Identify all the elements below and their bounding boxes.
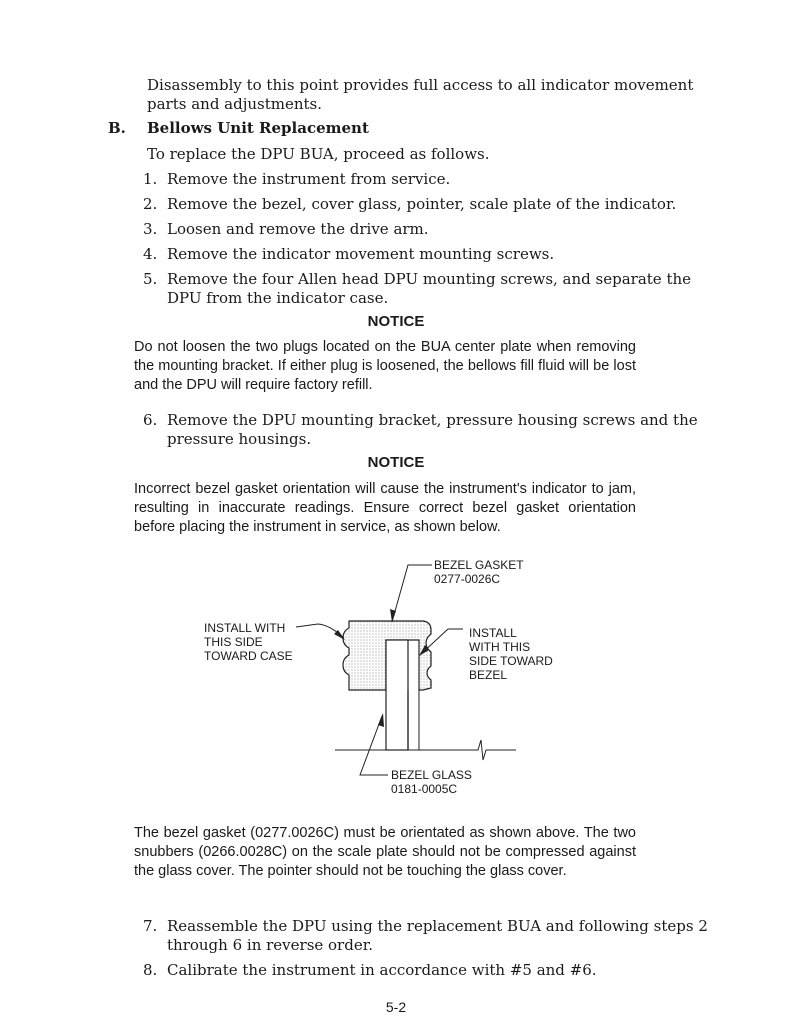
step-number: 4. (143, 245, 158, 263)
install-case-label (204, 621, 293, 663)
bezel-glass-shape (386, 640, 408, 750)
label-line: SIDE TOWARD (469, 654, 553, 668)
step-item (143, 245, 715, 264)
step-item (143, 917, 715, 955)
page-number: 5-2 (385, 999, 407, 1015)
notice-title: NOTICE (367, 313, 425, 330)
notice-body: Incorrect bezel gasket orientation will cause the instrument's indicator to jam, resulting in inaccurate readings. Ensure correct bezel gasket orientation before placing the instrument in service, as shown below. (134, 481, 636, 535)
glass-label-part: 0181-0005C (391, 782, 458, 796)
step-text: Loosen and remove the drive arm. (167, 220, 429, 238)
section-title: Bellows Unit Replacement (147, 119, 369, 137)
step-number: 6. (143, 411, 158, 429)
step-number: 3. (143, 220, 158, 238)
step-text: Reassemble the DPU using the replacement BUA and following steps 2 through 6 in reverse order. (167, 917, 708, 954)
label-line: THIS SIDE (204, 635, 263, 649)
leader-bezel (420, 629, 463, 655)
step-text: Remove the instrument from service. (167, 170, 451, 188)
gasket-label-name: BEZEL GASKET (434, 558, 524, 572)
gasket-label-part: 0277-0026C (434, 572, 501, 586)
step-number: 1. (143, 170, 158, 188)
label-line: TOWARD CASE (204, 649, 293, 663)
step-item (143, 220, 715, 239)
label-line: BEZEL (469, 668, 508, 682)
step-item (143, 961, 715, 980)
step-item (143, 411, 715, 449)
step-text: Remove the indicator movement mounting screws. (167, 245, 555, 263)
step-item (143, 270, 715, 308)
step-text: Remove the four Allen head DPU mounting screws, and separate the DPU from the indicator case. (167, 270, 692, 307)
intro-paragraph: Disassembly to this point provides full access to all indicator movement parts and adjustments. (147, 76, 694, 113)
step-text: Remove the bezel, cover glass, pointer, scale plate of the indicator. (167, 195, 677, 213)
label-line: INSTALL WITH (204, 621, 286, 635)
section-letter: B. (108, 119, 126, 137)
label-line: INSTALL (469, 626, 517, 640)
install-bezel-label (469, 626, 553, 682)
label-line: WITH THIS (469, 640, 531, 654)
orientation-note: The bezel gasket (0277.0026C) must be orientated as shown above. The two snubbers (0266.0028C) on the scale plate should not be compressed against the glass cover. The pointer should not be touching the glass cover. (134, 825, 636, 879)
step-number: 7. (143, 917, 158, 935)
step-item (143, 170, 715, 189)
step-item (143, 195, 715, 214)
step-number: 5. (143, 270, 158, 288)
baseline (335, 740, 516, 760)
leader-glass (360, 716, 388, 775)
notice-body: Do not loosen the two plugs located on the BUA center plate when removing the mounting bracket. If either plug is loosened, the bellows fill fluid will be lost and the DPU will require factory refill. (134, 339, 636, 393)
glass-label-name: BEZEL GLASS (391, 768, 472, 782)
lead-sentence: To replace the DPU BUA, proceed as follows. (147, 145, 490, 163)
step-text: Calibrate the instrument in accordance with #5 and #6. (167, 961, 597, 979)
step-number: 8. (143, 961, 158, 979)
glass-label (391, 768, 472, 796)
leader-gasket (392, 565, 432, 622)
notice-title: NOTICE (367, 454, 425, 471)
gasket-shape (343, 621, 431, 690)
gasket-label (434, 558, 524, 586)
step-text: Remove the DPU mounting bracket, pressure housing screws and the pressure housings. (167, 411, 698, 448)
step-number: 2. (143, 195, 158, 213)
leader-case (296, 624, 344, 638)
